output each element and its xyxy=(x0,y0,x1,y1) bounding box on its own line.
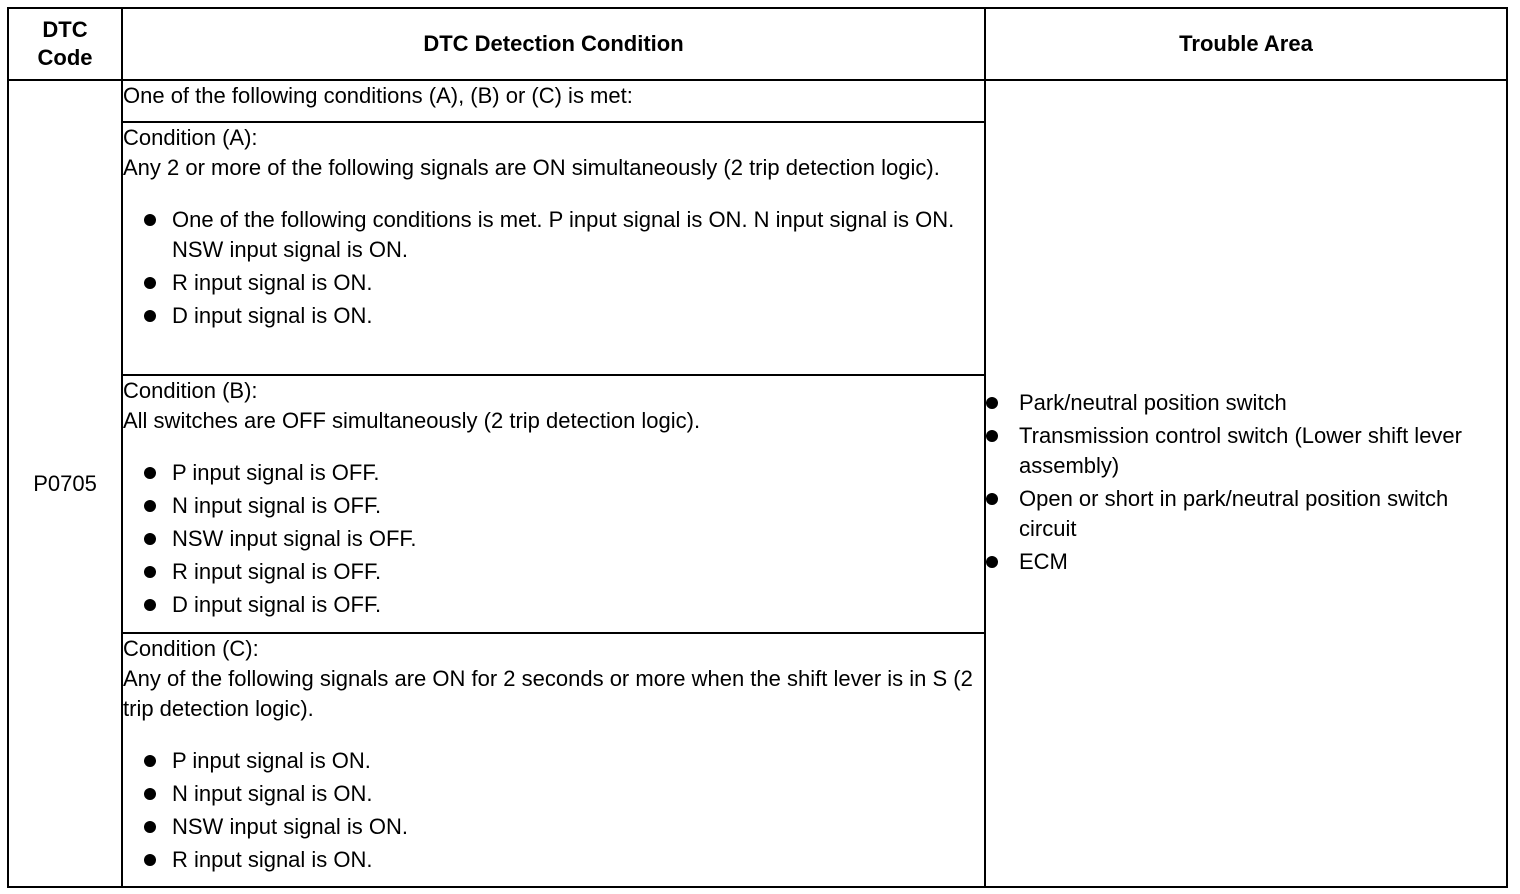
header-code-line2: Code xyxy=(37,45,93,70)
list-item: NSW input signal is ON. xyxy=(144,812,984,842)
dtc-table xyxy=(7,7,1508,888)
condition-c-cell xyxy=(122,633,985,887)
condition-c-list xyxy=(123,746,984,875)
header-code-line1: DTC xyxy=(42,17,88,42)
header-dtc-code xyxy=(8,8,122,80)
list-item: R input signal is OFF. xyxy=(144,557,984,587)
list-item: NSW input signal is OFF. xyxy=(144,524,984,554)
header-row xyxy=(8,8,1507,80)
table-row xyxy=(8,80,1507,122)
conditions-intro: One of the following conditions (A), (B) or (C) is met: xyxy=(122,80,985,122)
trouble-area-cell xyxy=(985,80,1507,887)
list-item: R input signal is ON. xyxy=(144,268,984,298)
condition-a-desc: Any 2 or more of the following signals are ON simultaneously (2 trip detection logic). xyxy=(123,155,940,180)
list-item: D input signal is ON. xyxy=(144,301,984,331)
list-item: N input signal is OFF. xyxy=(144,491,984,521)
condition-b-desc: All switches are OFF simultaneously (2 trip detection logic). xyxy=(123,408,701,433)
list-item: P input signal is OFF. xyxy=(144,458,984,488)
condition-b-title: Condition (B): xyxy=(123,378,258,403)
condition-a-list xyxy=(123,205,984,331)
condition-c-desc: Any of the following signals are ON for 2 seconds or more when the shift lever is in S (2 trip detection logic). xyxy=(123,666,973,721)
list-item: Open or short in park/neutral position switch circuit xyxy=(986,484,1506,544)
condition-a-title: Condition (A): xyxy=(123,125,258,150)
header-trouble-area: Trouble Area xyxy=(985,8,1507,80)
list-item: ECM xyxy=(986,547,1506,577)
list-item: R input signal is ON. xyxy=(144,845,984,875)
condition-c-title: Condition (C): xyxy=(123,636,259,661)
condition-a-cell xyxy=(122,122,985,375)
condition-b-cell xyxy=(122,375,985,633)
condition-b-list xyxy=(123,458,984,620)
list-item: One of the following conditions is met. P input signal is ON. N input signal is ON. NSW input signal is ON. xyxy=(144,205,984,265)
header-detection-condition: DTC Detection Condition xyxy=(122,8,985,80)
list-item: Transmission control switch (Lower shift lever assembly) xyxy=(986,421,1506,481)
list-item: D input signal is OFF. xyxy=(144,590,984,620)
dtc-code-cell: P0705 xyxy=(8,80,122,887)
list-item: N input signal is ON. xyxy=(144,779,984,809)
list-item: P input signal is ON. xyxy=(144,746,984,776)
list-item: Park/neutral position switch xyxy=(986,388,1506,418)
trouble-area-list xyxy=(986,388,1506,577)
